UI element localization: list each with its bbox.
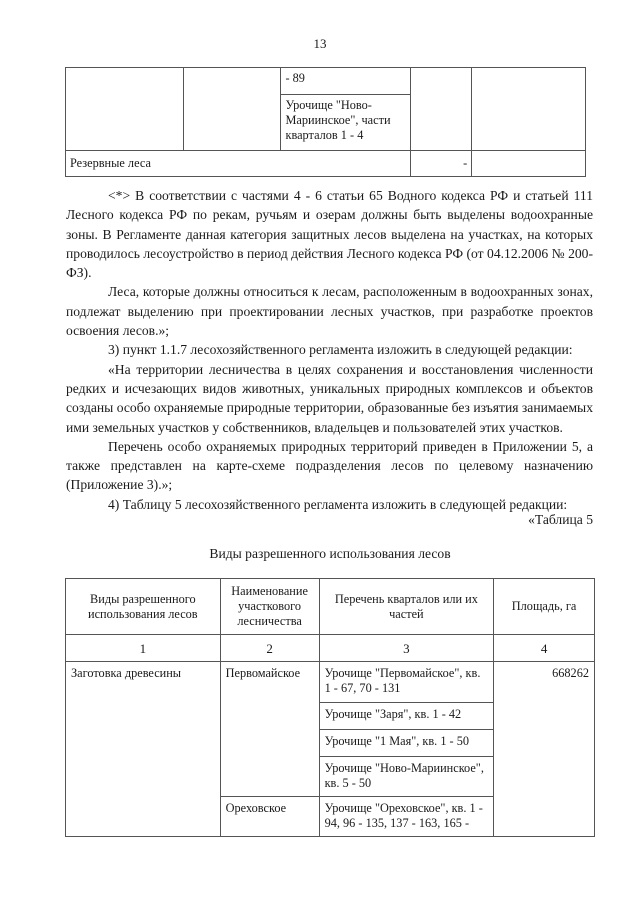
- table-cell: [183, 68, 281, 151]
- column-number: 4: [494, 635, 595, 662]
- continued-table: [65, 67, 586, 177]
- paragraph: 4) Таблицу 5 лесохозяйственного регламента изложить в следующей редакции:: [108, 496, 568, 512]
- paragraph: Перечень особо охраняемых природных территорий приведен в Приложении 5, а также представлен на карте-схеме подразделения лесов по целевому назначению (Приложение 3).»;: [66, 438, 593, 493]
- table-cell: Урочище "Ново-Мариинское", части кварталов 1 - 4: [281, 95, 411, 151]
- forestry-cell: Первомайское: [220, 662, 319, 797]
- tract-cell: Урочище "Ново-Мариинское", кв. 5 - 50: [319, 757, 494, 797]
- column-number: 3: [319, 635, 494, 662]
- column-header: Наименование участкового лесничества: [220, 579, 319, 635]
- column-header: Виды разрешенного использования лесов: [66, 579, 221, 635]
- paragraph: <*> В соответствии с частями 4 - 6 статьи 65 Водного кодекса РФ и статьей 111 Лесного кодекса РФ по рекам, ручьям и озерам должны быть выделены водоохранные зоны. В Регламенте данная категория защитных лесов выделена на участках, на которых проводилось лесоустройство в период действия Лесного кодекса РФ (от 04.12.2006 № 200-ФЗ).: [66, 188, 593, 281]
- paragraph: 3) пункт 1.1.7 лесохозяйственного регламента изложить в следующей редакции:: [108, 342, 573, 358]
- column-header: Площадь, га: [494, 579, 595, 635]
- table-label: «Таблица 5: [528, 512, 593, 527]
- tract-cell: Урочище "Заря", кв. 1 - 42: [319, 703, 494, 730]
- column-number: 2: [220, 635, 319, 662]
- table-cell: -: [411, 151, 472, 177]
- tract-cell: Урочище "Первомайское", кв. 1 - 67, 70 - 131: [319, 662, 494, 703]
- table-cell: - 89: [281, 68, 411, 95]
- table-cell: [411, 68, 472, 151]
- paragraph: Леса, которые должны относиться к лесам, расположенным в водоохранных зонах, подлежат выделению при проектировании лесных участков, при разработке проектов освоения лесов.»;: [66, 284, 593, 339]
- use-type-cell: Заготовка древесины: [66, 662, 221, 837]
- tract-cell: Урочище "1 Мая", кв. 1 - 50: [319, 730, 494, 757]
- column-header: Перечень кварталов или их частей: [319, 579, 494, 635]
- table-cell: [472, 151, 586, 177]
- table-cell: [66, 68, 184, 151]
- table-cell: Резервные леса: [66, 151, 411, 177]
- area-cell: 668262: [494, 662, 595, 837]
- table-title: Виды разрешенного использования лесов: [209, 546, 451, 561]
- tract-cell: Урочище "Ореховское", кв. 1 - 94, 96 - 135, 137 - 163, 165 -: [319, 797, 494, 837]
- table-cell: [472, 68, 586, 151]
- table-5: [65, 578, 595, 837]
- column-number: 1: [66, 635, 221, 662]
- page-number: 13: [313, 36, 327, 51]
- forestry-cell: Ореховское: [220, 797, 319, 837]
- body-text: [66, 186, 593, 514]
- paragraph: «На территории лесничества в целях сохранения и восстановления численности редких и исчезающих видов животных, уникальных природных комплексов и объектов созданы особо охраняемые природные территории, образованные без изъятия занимаемых ими земельных участков у собственников, владельцев и пользователей этих участков.: [66, 361, 593, 435]
